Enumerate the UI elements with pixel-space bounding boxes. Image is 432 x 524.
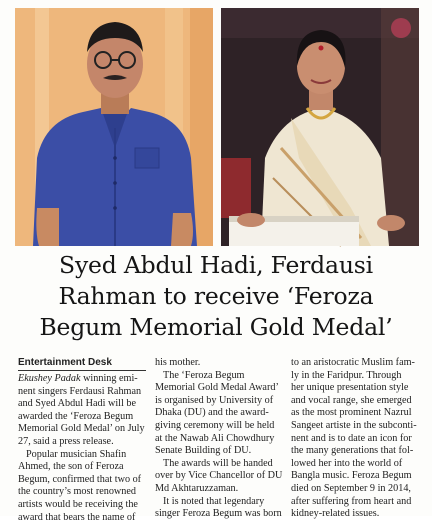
col3-line: as the most prominent Nazrul: [291, 407, 412, 419]
col1-line: Popular musician Shafin: [26, 448, 127, 460]
col1-line: artists would be receiving the: [18, 498, 138, 510]
headline-line-3: Begum Memorial Gold Medal’: [39, 313, 393, 341]
photo-ferdausi-rahman: [221, 8, 419, 246]
headline: [10, 250, 422, 343]
col2-line: his mother.: [155, 357, 201, 368]
col3-line: lowed her into the world of: [291, 457, 403, 469]
byline-italic: Ekushey Padak: [18, 373, 81, 384]
col2-line: singer Feroza Begum was born: [155, 508, 282, 520]
col3-line: and vocal range, she emerged: [291, 394, 412, 406]
col2-line: Dhaka (DU) and the award-: [155, 407, 269, 419]
col1-line: Ekushey Padak winning emi-: [18, 373, 138, 384]
col2-line: at the Nawab Ali Chowdhury: [155, 432, 275, 444]
col2-line: giving ceremony will be held: [155, 419, 275, 431]
col2-line: Senate Building of DU.: [155, 445, 252, 457]
col1-line: Begum, confirmed that two of: [18, 473, 142, 485]
col2-line: The ‘Feroza Begum: [163, 369, 245, 381]
col3-line: nent and is to date an icon for: [291, 432, 412, 444]
col3-line: the many generations that fol-: [291, 445, 414, 457]
col3-line: ly in the Faridpur. Through: [291, 369, 402, 381]
col1-line: awarded the ‘Feroza Begum: [18, 410, 134, 422]
col1-line: and Syed Abdul Hadi will be: [18, 398, 136, 410]
portrait-woman-harmonium-icon: [221, 8, 419, 246]
col3-line: her unique presentation style: [291, 382, 409, 394]
desk-label: Entertainment Desk: [18, 357, 146, 371]
article-column-1: [18, 357, 146, 524]
col3-line: kidney-related issues.: [291, 508, 380, 520]
col1-line: award that bears the name of: [18, 511, 136, 523]
col2-line: Memorial Gold Medal Award’: [155, 382, 279, 394]
col1-line: Memorial Gold Medal’ on July: [18, 423, 145, 435]
col2-line: The awards will be handed: [163, 457, 273, 469]
col1-line: Ahmed, the son of Feroza: [18, 461, 124, 473]
col3-line: after suffering from heart and: [291, 495, 412, 507]
col2-line: over by Vice Chancellor of DU: [155, 470, 283, 482]
photo-syed-abdul-hadi: [15, 8, 213, 246]
col3-line: to an aristocratic Muslim fam-: [291, 357, 415, 368]
col1-line: 27, said a press release.: [18, 435, 114, 447]
col3-line: Sangeet artiste in the subconti-: [291, 419, 417, 431]
col3-line: Bangla music. Feroza Begum: [291, 470, 412, 482]
col2-line: It is noted that legendary: [163, 495, 265, 507]
col3-line: died on September 9 in 2014,: [291, 482, 411, 494]
col1-line: nent singers Ferdausi Rahman: [18, 385, 142, 397]
col2-line: Md Akhtaruzzaman.: [155, 482, 239, 494]
article-column-3: [291, 357, 419, 521]
col1-line: the country’s most renowned: [18, 486, 136, 498]
col2-line: is organised by University of: [155, 394, 274, 406]
headline-line-1: Syed Abdul Hadi, Ferdausi: [59, 251, 373, 279]
article-column-2: [155, 357, 283, 521]
headline-line-2: Rahman to receive ‘Feroza: [58, 282, 374, 310]
portrait-man-icon: [15, 8, 213, 246]
